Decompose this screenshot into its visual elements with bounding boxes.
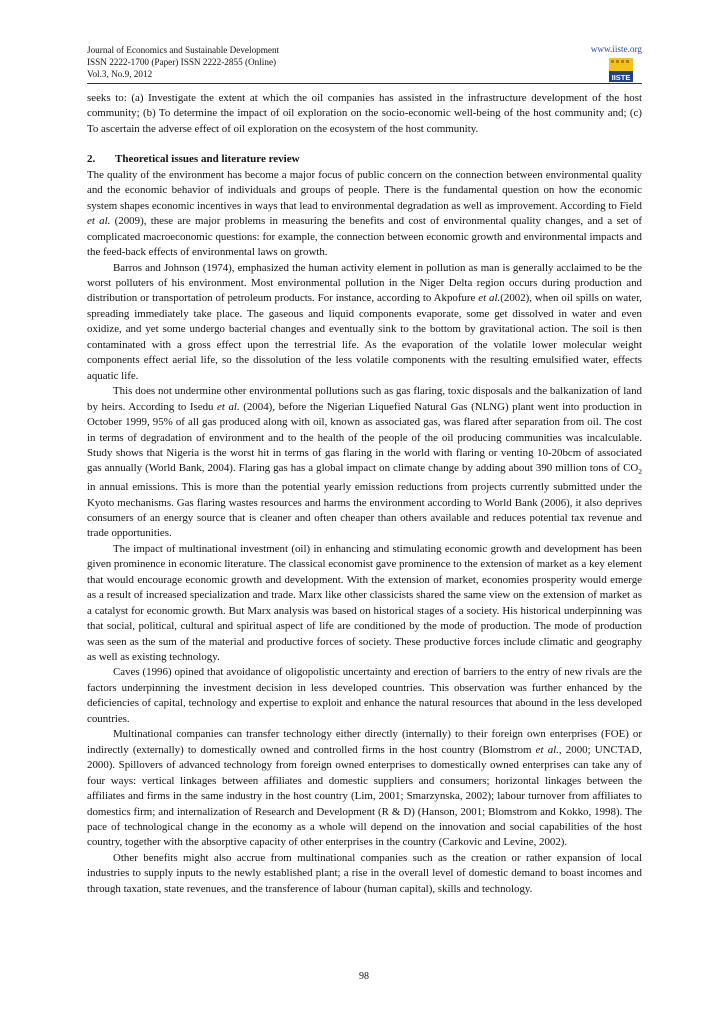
page-header xyxy=(87,44,642,82)
svg-text:IISTE: IISTE xyxy=(611,73,631,82)
journal-url[interactable]: www.iiste.org xyxy=(590,44,642,54)
section-heading xyxy=(87,152,642,167)
paragraph-technology-transfer: Multinational companies can transfer technology either directly (internally) to their foreign own enterprises (FOE) or indirectly (externally) to domestically owned and controlled firms in the host country (Blomstrom et al., 2000; UNCTAD, 2000). Spillovers of advanced technology from foreign owned enterprises to domestically owned enterprises can take any of four ways: vertical linkages between affiliates and domestic suppliers and consumers; horizontal linkages between the affiliates and firms in the same industry in the host country (Lim, 2001; Smarzynska, 2002); labour turnover from affiliates to domestics firm; and internalization of Research and Development (R & D) (Hanson, 2001; Blomstrom and Kokko, 1998). The pace of technological change in the economy as a whole will depend on the innovation and social capabilities of the host country, together with the absorptive capacity of other enterprises in the country (Carkovic and Levine, 2002). xyxy=(87,728,643,849)
volume-line: Vol.3, No.9, 2012 xyxy=(87,69,153,79)
paragraph-gas-flaring: This does not undermine other environmental pollutions such as gas flaring, toxic disposals and the balkanization of land by heirs. According to Isedu et al. (2004), before the Nigerian Liquefied Natural Gas (NLNG) plant went into production in October 1999, 95% of all gas produced along with oil, known as associated gas, was flared after separation from oil. The cost in terms of degradation of environment and to the health of the people of the oil producing communities was incalculable. Study shows that Nigeria is the worst hit in terms of gas flaring in the world with flaring or venting 10-20bcm of associated gas annually (World Bank, 2004). Flaring gas has a global impact on climate change by adding about 390 million tons of $CO_2$ in annual emissions. This is more than the potential yearly emission reductions from projects currently submitted under the Kyoto mechanisms. Gas flaring wastes resources and harms the environment according to World Bank (2006), it also deprives consumers of an energy source that is cleaner and often cheaper than others available and reduces potential tax revenue and trade opportunities. xyxy=(87,385,642,540)
journal-name: Journal of Economics and Sustainable Development xyxy=(87,45,280,55)
paragraph-environment-quality: The quality of the environment has become a major focus of public concern on the connection between environmental quality and the economic behavior of individuals and groups of people. There is the fundamental question on how the economic system shapes economic incentives in ways that lead to environmental degradation as well as improvement. According to Field et al. (2009), these are major problems in measuring the benefits and cost of environmental quality changes, and a set of complicated macroeconomic questions: for example, the connection between economic growth and environmental impacts and the feed-back effects of environmental laws on growth. xyxy=(87,168,642,259)
section-number: 2. xyxy=(87,153,96,166)
issn-line: ISSN 2222-1700 (Paper) ISSN 2222-2855 (Online) xyxy=(87,57,277,67)
paragraph-caves: Caves (1996) opined that avoidance of oligopolistic uncertainty and erection of barriers to the entry of new rivals are the factors underpinning the investment decision in less developed countries. This observation was further enhanced by the deficiencies of capital, technology and expertise to exploit and enhance the natural resources that abound in the less developed countries. xyxy=(87,666,642,725)
paragraph-other-benefits: Other benefits might also accrue from multinational companies such as the creation or rather expansion of local industries to supply inputs to the newly established plant; a rise in the overall level of domestic demand to boast incomes and through taxation, state revenues, and the transference of labour (human capital), skills and technology. xyxy=(87,851,642,895)
section-title: Theoretical issues and literature review xyxy=(115,153,300,166)
paragraph-multinational-investment: The impact of multinational investment (oil) in enhancing and stimulating economic growth and development has been given prominence in economic literature. The classical economist gave prominence to the extension of market as a key element that would encourage economic growth and development. With the extension of market, economies prosperity would emerge as a result of increased specialization and trade. Marx like other classicists shared the same view on the extension of market as a catalyst for economic growth. But Marx analysis was based on historical stages of a society. His historical underpinning was that social, political, cultural and spiritual aspect of life are conditioned by the mode of production. The mode of production was seen as the sum of the material and productive forces of society. These productive forces include climatic and geography as well as existing technology. xyxy=(87,542,642,664)
objectives-paragraph: seeks to: (a) Investigate the extent at which the oil companies has assisted in the infrastructure development of the host community; (b) To determine the impact of oil exploration on the socio-economic well-being of the host community and; (c) To ascertain the adverse effect of oil exploration on the ecosystem of the host community. xyxy=(87,92,642,135)
header-rule xyxy=(87,83,642,84)
page-number: 98 xyxy=(359,971,369,982)
page-body xyxy=(87,91,642,897)
paragraph-barros-johnson: Barros and Johnson (1974), emphasized the human activity element in pollution as man is generally acclaimed to be the worst polluters of his environment. Most environmental pollution in the Niger Delta region occurs during production and distribution or transportation of petroleum products. For instance, according to Akpofure et al.(2002), when oil spills on water, spreading immediately take place. The gaseous and liquid components evaporate, some get dissolved in water and even oxidize, and yet some undergo bacterial changes and eventually sink to the bottom by gravitational action. The soil is then contaminated with a gross effect upon the terrestrial life. As the evaporation of the volatile lower molecular weight components effect aerial life, so the dissolution of the less volatile components with the resulting emulsified water, effects aquatic life. xyxy=(87,261,642,382)
iiste-logo-icon xyxy=(608,57,634,83)
